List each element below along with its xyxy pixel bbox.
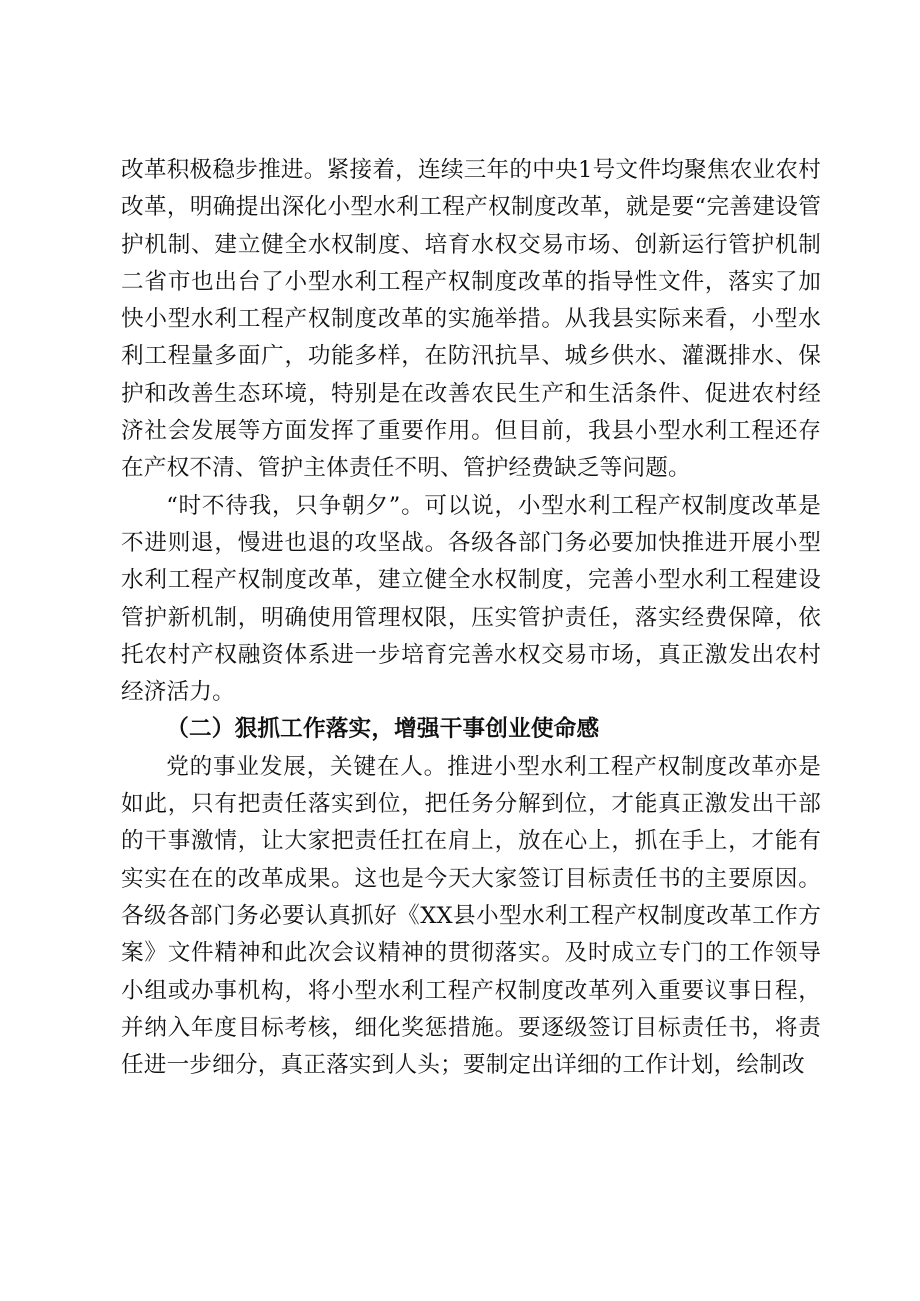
document-body xyxy=(121,152,821,1084)
section-heading: （二）狠抓工作落实，增强干事创业使命感 xyxy=(166,716,600,743)
paragraph-3: 党的事业发展，关键在人。推进小型水利工程产权制度改革亦是如此，只有把责任落实到位，把任务分解到位，才能真正激发出干部的干事激情，让大家把责任扛在肩上，放在心上，抓在手上，才能有实实在在的改革成果。这也是今天大家签订目标责任书的主要原因。各级各部门务必要认真抓好《XX县小型水利工程产权制度改革工作方案》文件精神和此次会议精神的贯彻落实。及时成立专门的工作领导小组或办事机构，将小型水利工程产权制度改革列入重要议事日程，并纳入年度目标考核，细化奖惩措施。要逐级签订目标责任书，将责任进一步细分，真正落实到人头；要制定出详细的工作计划，绘制改 xyxy=(121,753,821,1079)
paragraph-1: 改革积极稳步推进。紧接着，连续三年的中央1号文件均聚焦农业农村改革，明确提出深化小型水利工程产权制度改革，就是要“完善建设管护机制、建立健全水权制度、培育水权交易市场、创新运行管护机制二省市也出台了小型水利工程产权制度改革的指导性文件，落实了加快小型水利工程产权制度改革的实施举措。从我县实际来看，小型水利工程量多面广，功能多样，在防汛抗旱、城乡供水、灌溉排水、保护和改善生态环境，特别是在改善农民生产和生活条件、促进农村经济社会发展等方面发挥了重要作用。但目前，我县小型水利工程还存在产权不清、管护主体责任不明、管护经费缺乏等问题。 xyxy=(121,157,822,482)
paragraph-2: “时不待我，只争朝夕”。可以说，小型水利工程产权制度改革是不进则退，慢进也退的攻坚战。各级各部门务必要加快推进开展小型水利工程产权制度改革，建立健全水权制度，完善小型水利工程建设管护新机制，明确使用管理权限，压实管护责任，落实经费保障，依托农村产权融资体系进一步培育完善水权交易市场，真正激发出农村经济活力。 xyxy=(121,492,821,706)
